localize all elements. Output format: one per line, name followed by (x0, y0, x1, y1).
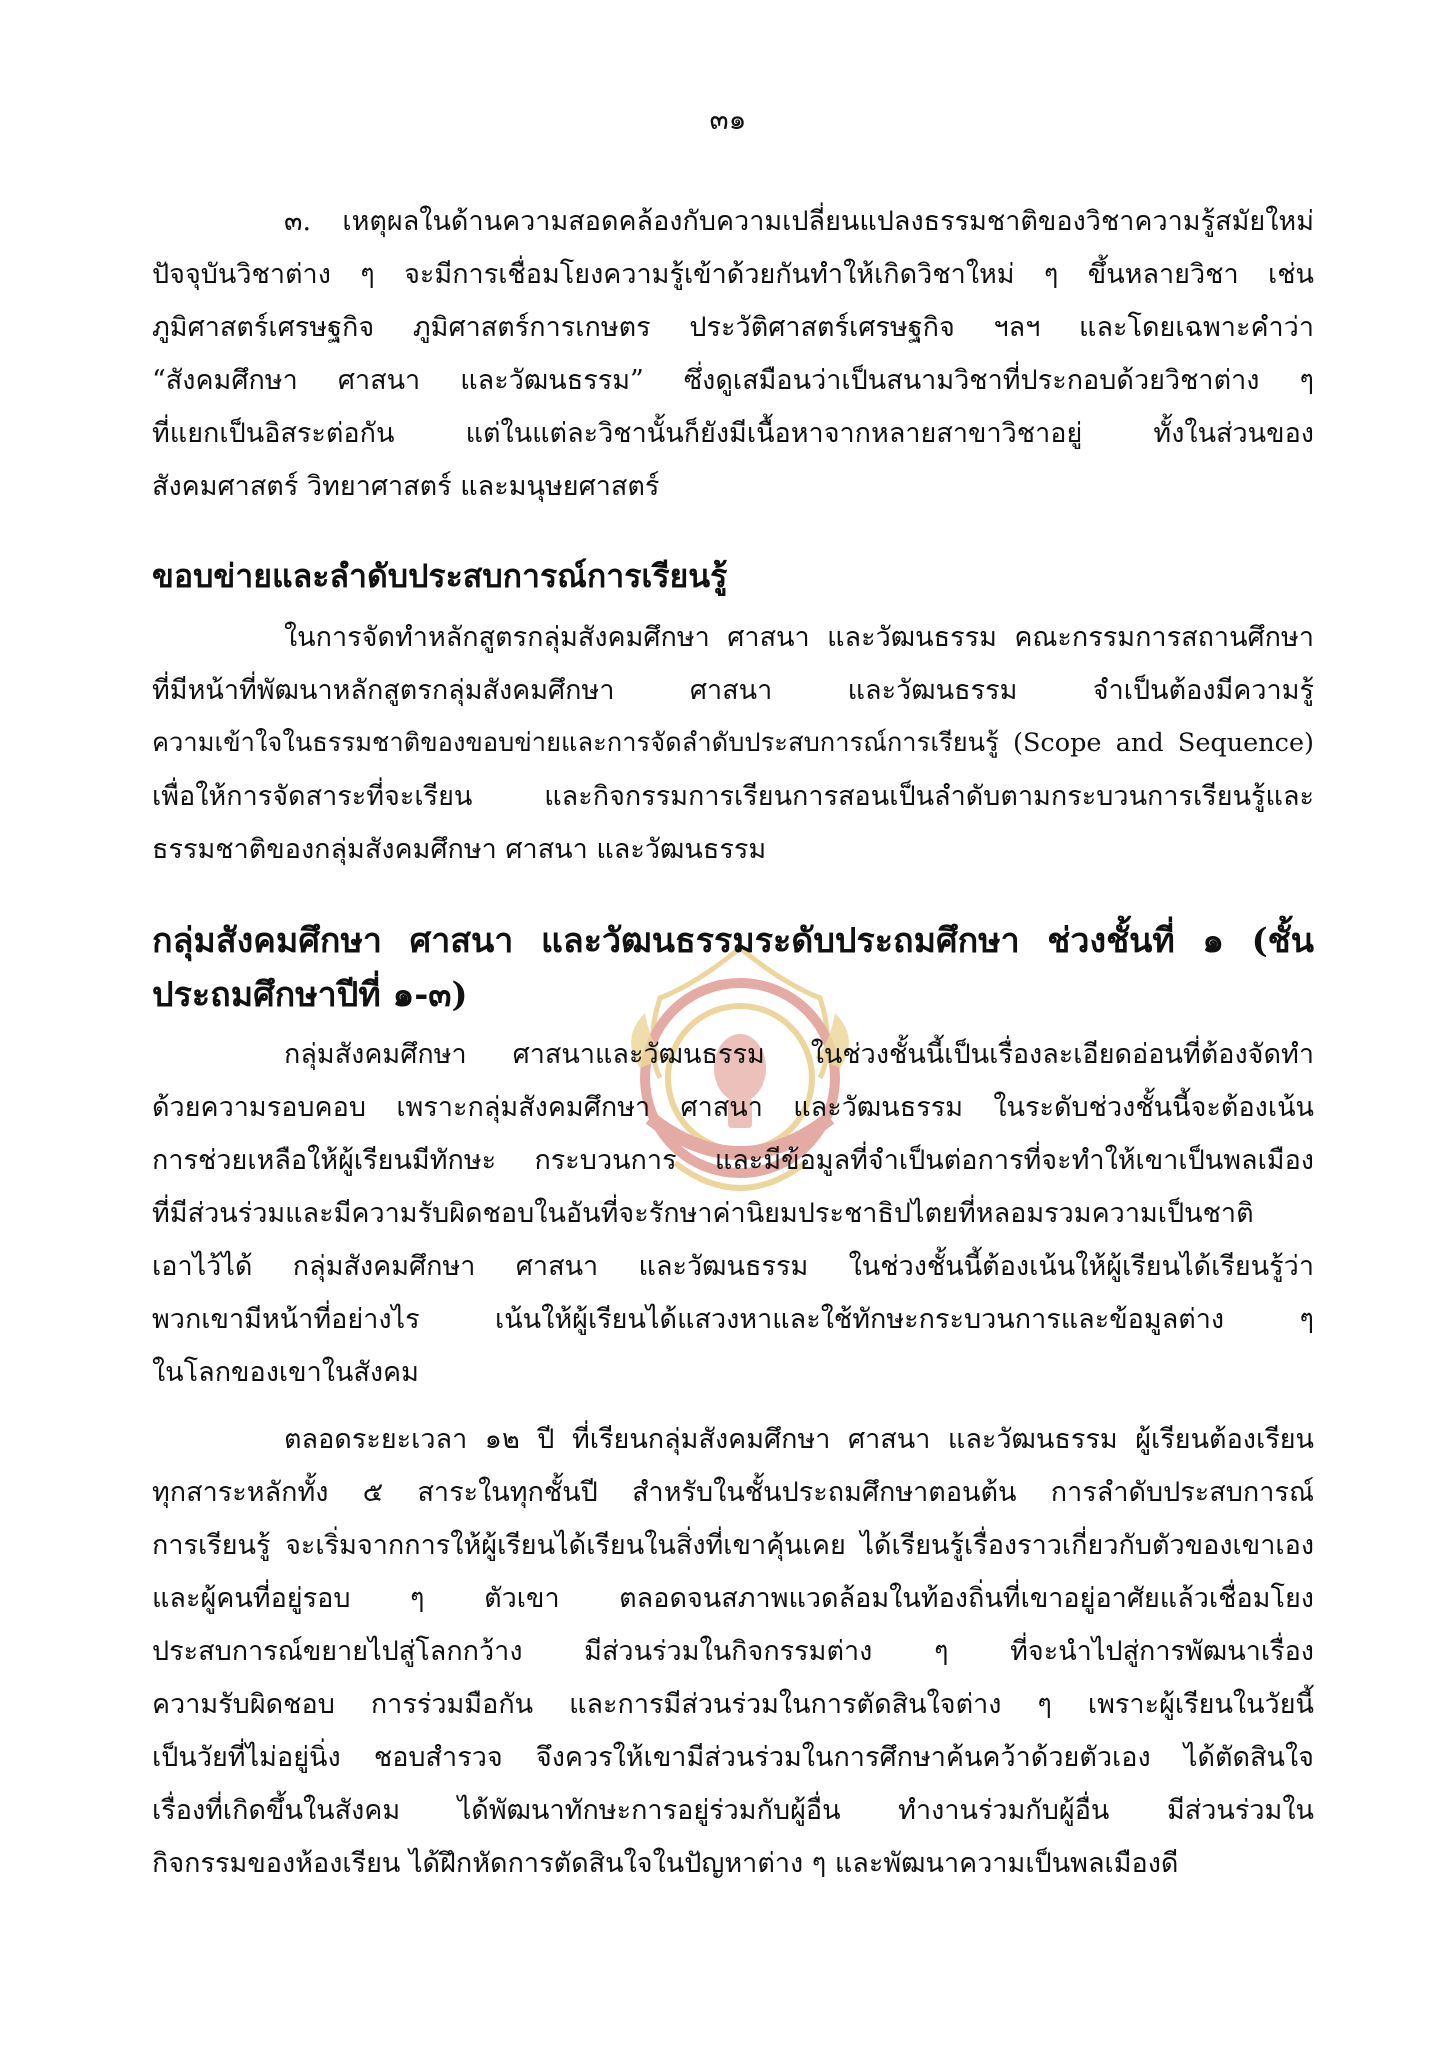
text-line: ในโลกของเขาในสังคม (152, 1357, 419, 1388)
paragraph-scope (152, 611, 1314, 876)
section-heading-primary-level (152, 914, 1314, 1022)
text-line: ปัจจุบันวิชาต่าง ๆ จะมีการเชื่อมโยงความรู้เข้าด้วยกันทำให้เกิดวิชาใหม่ ๆ ขึ้นหลายวิชา เช่น (152, 259, 1314, 290)
paragraph-twelve-years (152, 1413, 1314, 1890)
text-line: ที่มีหน้าที่พัฒนาหลักสูตรกลุ่มสังคมศึกษา ศาสนา และวัฒนธรรม จำเป็นต้องมีความรู้ (152, 675, 1314, 706)
text-line: ด้วยความรอบคอบ เพราะกลุ่มสังคมศึกษา ศาสนา และวัฒนธรรม ในระดับช่วงชั้นนี้จะต้องเน้น (152, 1092, 1314, 1123)
text-line: เอาไว้ได้ กลุ่มสังคมศึกษา ศาสนา และวัฒนธรรม ในช่วงชั้นนี้ต้องเน้นให้ผู้เรียนได้เรียนรู้ว่า (152, 1251, 1314, 1282)
page-content (152, 195, 1314, 1890)
text-line: สังคมศาสตร์ วิทยาศาสตร์ และมนุษยศาสตร์ (152, 471, 660, 502)
text-line: ๓. เหตุผลในด้านความสอดคล้องกับความเปลี่ยนแปลงธรรมชาติของวิชาความรู้สมัยใหม่ (284, 206, 1314, 237)
text-line: ที่มีส่วนร่วมและมีความรับผิดชอบในอันที่จะรักษาค่านิยมประชาธิปไตยที่หลอมรวมความเป็นชาติ (152, 1198, 1254, 1229)
paragraph-primary-intro (152, 1028, 1314, 1399)
text-line: การเรียนรู้ จะเริ่มจากการให้ผู้เรียนได้เรียนในสิ่งที่เขาคุ้นเคย ได้เรียนรู้เรื่องราวเกี่ยวกับตัวของเขาเอง (152, 1530, 1314, 1561)
text-line: เป็นวัยที่ไม่อยู่นิ่ง ชอบสำรวจ จึงควรให้เขามีส่วนร่วมในการศึกษาค้นคว้าด้วยตัวเอง ได้ตัดสินใจ (152, 1742, 1314, 1773)
page-number: ๓๑ (709, 103, 747, 136)
section-heading-scope: ขอบข่ายและลำดับประสบการณ์การเรียนรู้ (152, 557, 728, 595)
heading-line: กลุ่มสังคมศึกษา ศาสนา และวัฒนธรรมระดับประถมศึกษา ช่วงชั้นที่ ๑ (ชั้น (152, 921, 1314, 961)
text-line: เรื่องที่เกิดขึ้นในสังคม ได้พัฒนาทักษะการอยู่ร่วมกับผู้อื่น ทำงานร่วมกับผู้อื่น มีส่วนร่วมใน (152, 1795, 1314, 1826)
text-line: ภูมิศาสตร์เศรษฐกิจ ภูมิศาสตร์การเกษตร ประวัติศาสตร์เศรษฐกิจ ฯลฯ และโดยเฉพาะคำว่า (152, 312, 1314, 343)
text-line: ตลอดระยะเวลา ๑๒ ปี ที่เรียนกลุ่มสังคมศึกษา ศาสนา และวัฒนธรรม ผู้เรียนต้องเรียน (284, 1424, 1314, 1455)
paragraph-reason-3 (152, 195, 1314, 513)
text-line: ในการจัดทำหลักสูตรกลุ่มสังคมศึกษา ศาสนา และวัฒนธรรม คณะกรรมการสถานศึกษา (284, 622, 1314, 653)
text-line: ที่แยกเป็นอิสระต่อกัน แต่ในแต่ละวิชานั้นก็ยังมีเนื้อหาจากหลายสาขาวิชาอยู่ ทั้งในส่วนของ (152, 418, 1314, 449)
text-line: การช่วยเหลือให้ผู้เรียนมีทักษะ กระบวนการ และมีข้อมูลที่จำเป็นต่อการที่จะทำให้เขาเป็นพลเมือง (152, 1145, 1314, 1176)
text-line: ความเข้าใจในธรรมชาติของขอบข่ายและการจัดลำดับประสบการณ์การเรียนรู้ (Scope and Sequence) (152, 728, 1314, 758)
text-line: พวกเขามีหน้าที่อย่างไร เน้นให้ผู้เรียนได้แสวงหาและใช้ทักษะกระบวนการและข้อมูลต่าง ๆ (152, 1304, 1314, 1335)
heading-line: ประถมศึกษาปีที่ ๑-๓) (152, 975, 468, 1015)
text-line: ธรรมชาติของกลุ่มสังคมศึกษา ศาสนา และวัฒนธรรม (152, 834, 767, 865)
text-line: ประสบการณ์ขยายไปสู่โลกกว้าง มีส่วนร่วมในกิจกรรมต่าง ๆ ที่จะนำไปสู่การพัฒนาเรื่อง (152, 1636, 1314, 1667)
text-line: ทุกสาระหลักทั้ง ๕ สาระในทุกชั้นปี สำหรับในชั้นประถมศึกษาตอนต้น การลำดับประสบการณ์ (152, 1477, 1314, 1508)
text-line: “สังคมศึกษา ศาสนา และวัฒนธรรม” ซึ่งดูเสมือนว่าเป็นสนามวิชาที่ประกอบด้วยวิชาต่าง ๆ (152, 365, 1314, 396)
text-line: กิจกรรมของห้องเรียน ได้ฝึกหัดการตัดสินใจในปัญหาต่าง ๆ และพัฒนาความเป็นพลเมืองดี (152, 1848, 1179, 1879)
text-line: กลุ่มสังคมศึกษา ศาสนาและวัฒนธรรม ในช่วงชั้นนี้เป็นเรื่องละเอียดอ่อนที่ต้องจัดทำ (284, 1039, 1314, 1070)
text-line: ความรับผิดชอบ การร่วมมือกัน และการมีส่วนร่วมในการตัดสินใจต่าง ๆ เพราะผู้เรียนในวัยนี้ (152, 1689, 1314, 1720)
text-line: เพื่อให้การจัดสาระที่จะเรียน และกิจกรรมการเรียนการสอนเป็นลำดับตามกระบวนการเรียนรู้และ (152, 781, 1314, 812)
text-line: และผู้คนที่อยู่รอบ ๆ ตัวเขา ตลอดจนสภาพแวดล้อมในท้องถิ่นที่เขาอยู่อาศัยแล้วเชื่อมโยง (152, 1583, 1314, 1614)
